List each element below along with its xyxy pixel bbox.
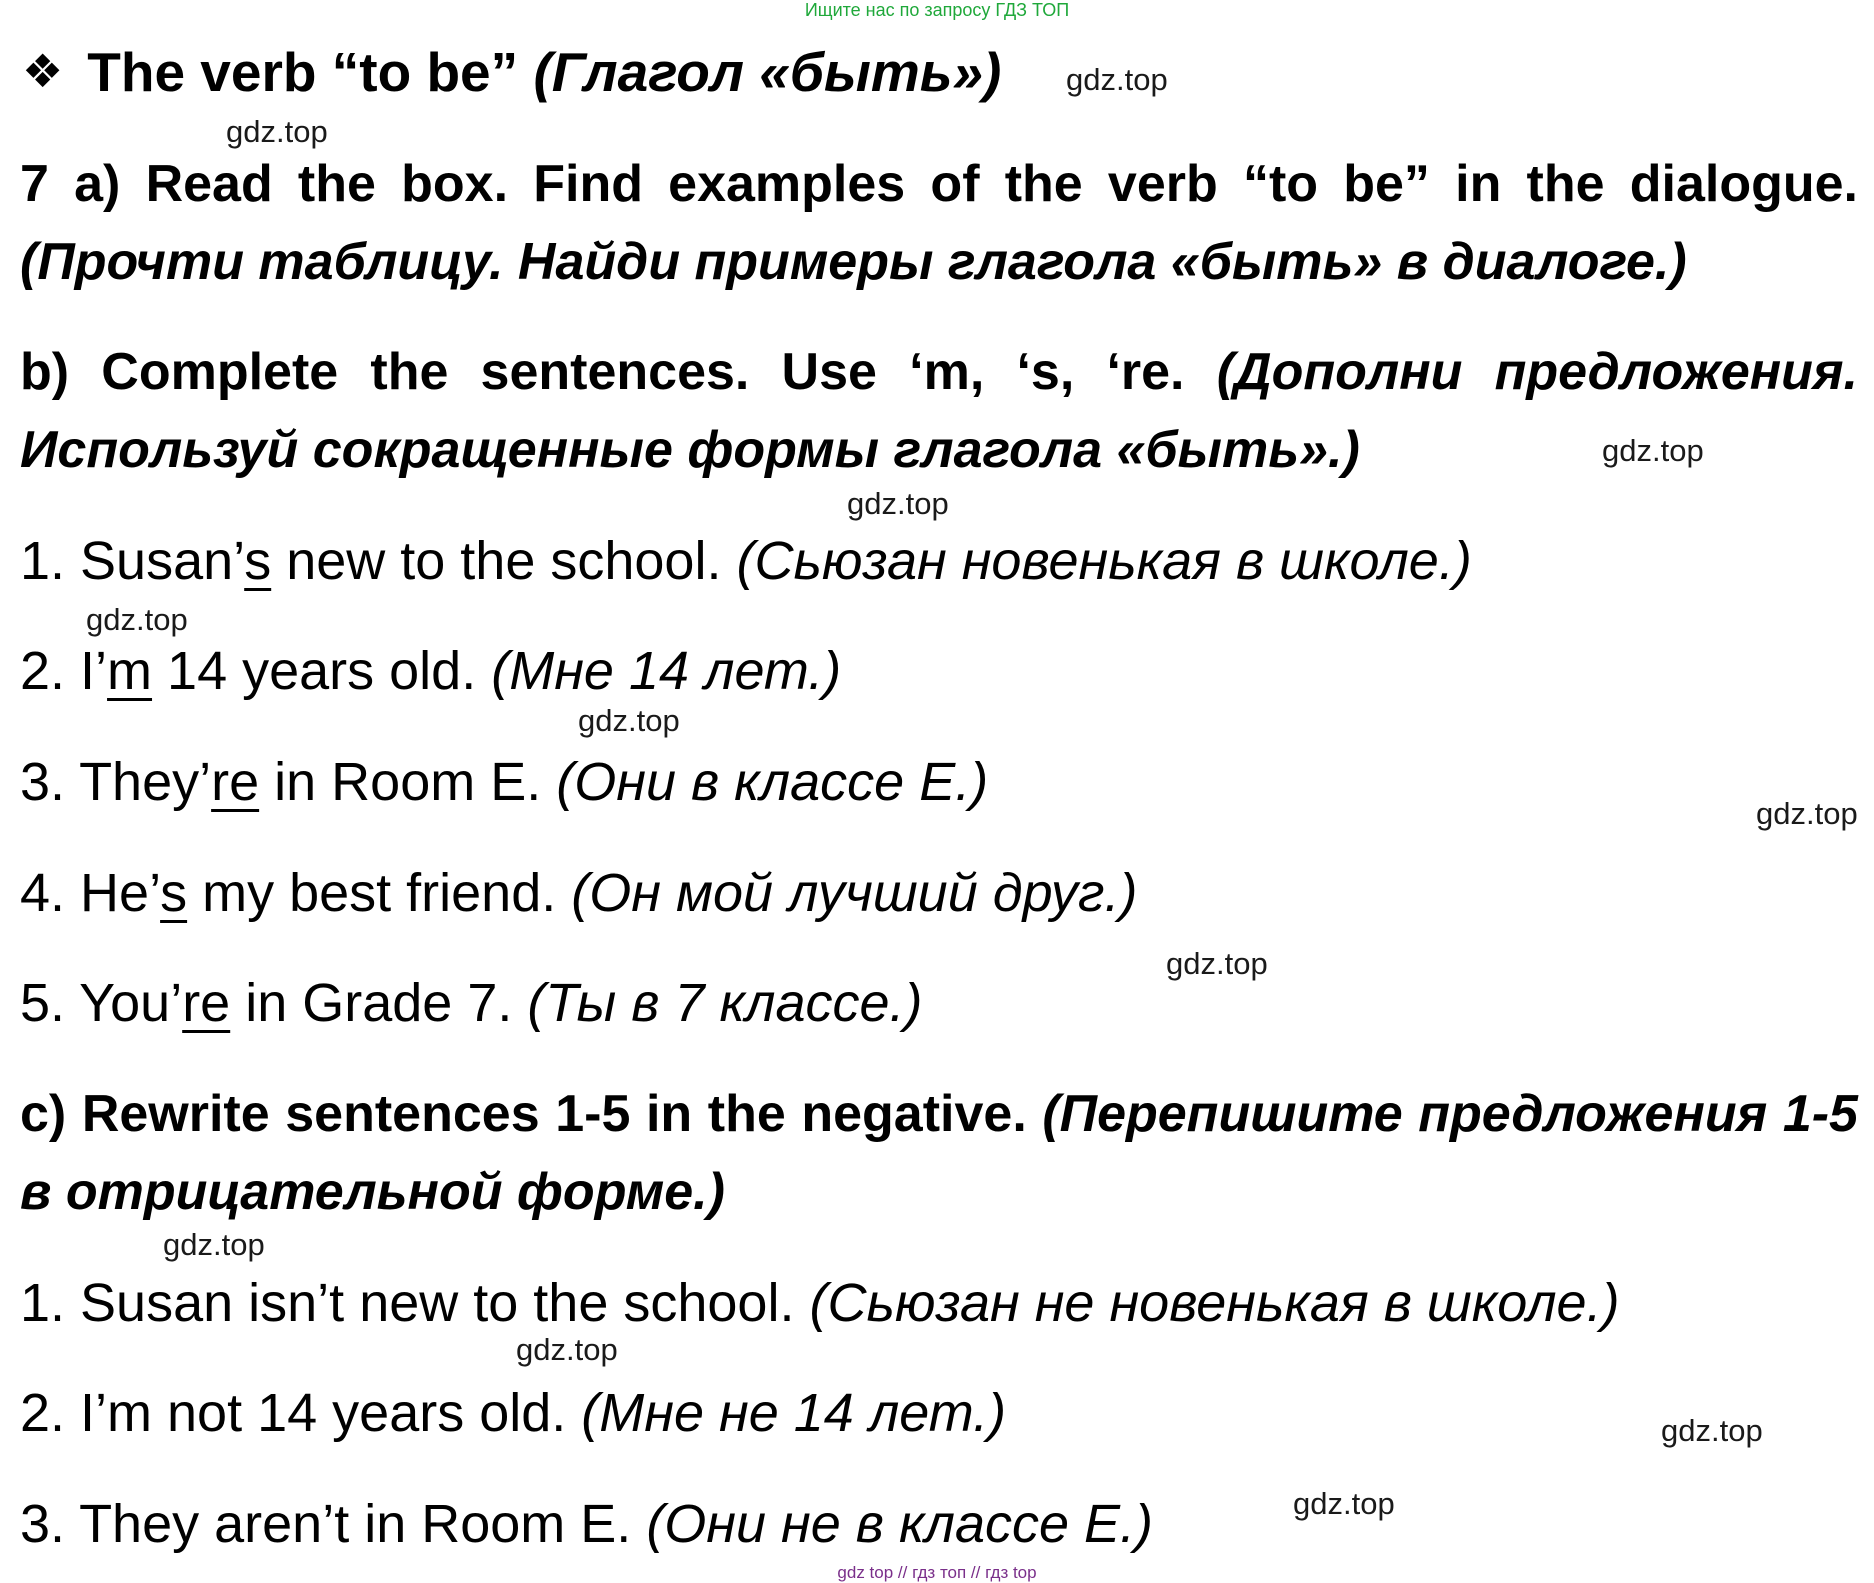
answer-text: my best friend. [187, 863, 557, 923]
answer-text: 4. He’ [20, 863, 161, 923]
underlined-contraction: re [211, 752, 260, 812]
watermark: gdz.top [1602, 433, 1704, 468]
answer-c-3 [20, 1493, 1153, 1555]
answer-translation: (Они в классе E.) [556, 752, 989, 812]
underlined-contraction: s [160, 863, 188, 923]
four-diamond-icon: ❖ [22, 45, 64, 97]
task-c-line2 [20, 1162, 1858, 1222]
watermark: gdz.top [1293, 1486, 1395, 1521]
answer-translation: (Мне не 14 лет.) [581, 1383, 1007, 1443]
heading-title-en: The verb “to be” [87, 41, 519, 103]
answer-translation: (Они не в классе E.) [646, 1494, 1154, 1554]
answer-text: 1. Susan isn’t new to the school. [20, 1273, 795, 1333]
answer-c-2 [20, 1382, 1006, 1444]
answer-text: new to the school. [271, 531, 722, 591]
watermark: gdz.top [516, 1332, 618, 1367]
top-banner-text: Ищите нас по запросу ГДЗ ТОП [804, 0, 1070, 20]
watermark: gdz.top [163, 1227, 265, 1262]
answer-translation: (Сьюзан не новенькая в школе.) [809, 1273, 1620, 1333]
answer-translation: (Ты в 7 классе.) [527, 973, 923, 1033]
answer-b-4 [20, 862, 1137, 924]
task-b-translation-part1: (Дополни предложения. [1216, 343, 1858, 401]
watermark: gdz.top [847, 486, 949, 521]
underlined-contraction: s [244, 531, 272, 591]
task-c-line1 [20, 1084, 1858, 1144]
answer-b-1 [20, 530, 1472, 592]
answer-translation: (Сьюзан новенькая в школе.) [736, 531, 1472, 591]
watermark: gdz.top [1661, 1413, 1763, 1448]
task-a-line2 [20, 232, 1858, 292]
answer-text: 14 years old. [152, 641, 477, 701]
task-b-line1 [20, 342, 1858, 402]
answer-text: 2. I’m not 14 years old. [20, 1383, 567, 1443]
answer-b-5 [20, 972, 923, 1034]
answer-b-2 [20, 640, 841, 702]
answer-text: 3. They’ [20, 752, 212, 812]
watermark: gdz.top [1166, 946, 1268, 981]
task-b-line2 [20, 420, 1858, 480]
watermark: gdz.top [1756, 796, 1858, 831]
watermark: gdz.top [1066, 62, 1168, 97]
heading-title-ru: (Глагол «быть») [533, 41, 1002, 103]
answer-text: 2. I’ [20, 641, 108, 701]
section-heading [22, 40, 1001, 104]
watermark: gdz.top [226, 114, 328, 149]
task-c-translation-part1: (Перепишите предложения 1-5 [1042, 1085, 1858, 1143]
answer-text: 5. You’ [20, 973, 183, 1033]
task-b-instruction: b) Complete the sentences. Use ‘m, ‘s, ‘re. [20, 343, 1185, 401]
underlined-contraction: re [182, 973, 231, 1033]
answer-translation: (Мне 14 лет.) [491, 641, 842, 701]
task-b-translation-part2: Используй сокращенные формы глагола «быть».) [20, 421, 1360, 479]
watermark: gdz.top [578, 703, 680, 738]
task-a-line1: 7 a) Read the box. Find examples of the verb “to be” in the dialogue. [20, 155, 1858, 213]
underlined-contraction: m [107, 641, 153, 701]
answer-text: 1. Susan’ [20, 531, 245, 591]
task-c-instruction: c) Rewrite sentences 1-5 in the negative. [20, 1085, 1027, 1143]
answer-text: 3. They aren’t in Room E. [20, 1494, 632, 1554]
answer-text: in Grade 7. [230, 973, 513, 1033]
answer-c-1 [20, 1272, 1620, 1334]
watermark: gdz.top [86, 602, 188, 637]
task-a-translation: (Прочти таблицу. Найди примеры глагола «быть» в диалоге.) [20, 233, 1687, 291]
answer-translation: (Он мой лучший друг.) [571, 863, 1138, 923]
task-c-translation-part2: в отрицательной форме.) [20, 1163, 725, 1221]
answer-b-3 [20, 751, 988, 813]
footer-text: gdz top // гдз топ // гдз top [837, 1563, 1037, 1582]
answer-text: in Room E. [259, 752, 542, 812]
